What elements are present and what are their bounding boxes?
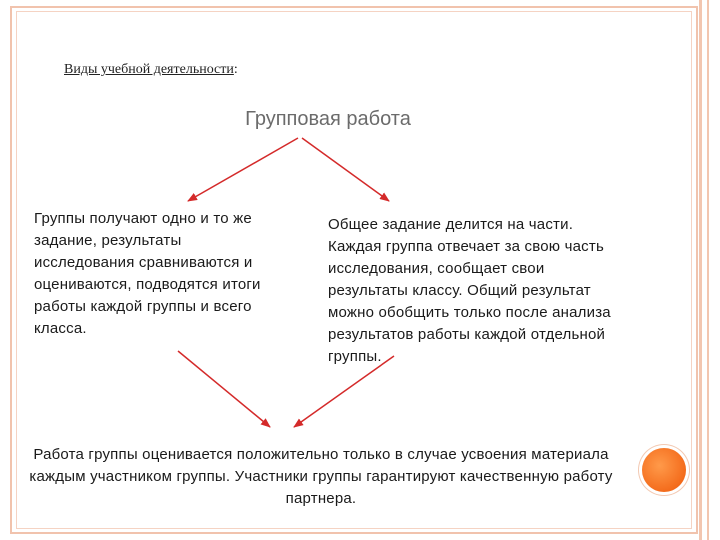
title-text: Виды учебной деятельности (64, 62, 234, 77)
left-description-box: Группы получают одно и то же задание, результаты исследования сравниваются и оцениваются, подводятся итоги работы каждой группы и всего класса. (34, 210, 261, 337)
right-description-box: Общее задание делится на части. Каждая группа отвечает за свою часть исследования, сообщает свои результаты классу. Общий результат можно обобщить только после анализа результатов работы каждой отдельной группы. (328, 216, 611, 365)
title-suffix: : (233, 62, 238, 77)
arrow-right-to-bottom (294, 356, 394, 427)
arrow-to-right-box (302, 138, 389, 201)
group-work-heading: Групповая работа (245, 108, 411, 130)
bottom-conclusion-box: Работа группы оценивается положительно только в случае усвоения материала каждым участником группы. Участники группы гарантируют качественную работу партнера. (29, 446, 613, 507)
arrow-left-to-bottom (178, 351, 270, 427)
arrow-to-left-box (188, 138, 298, 201)
